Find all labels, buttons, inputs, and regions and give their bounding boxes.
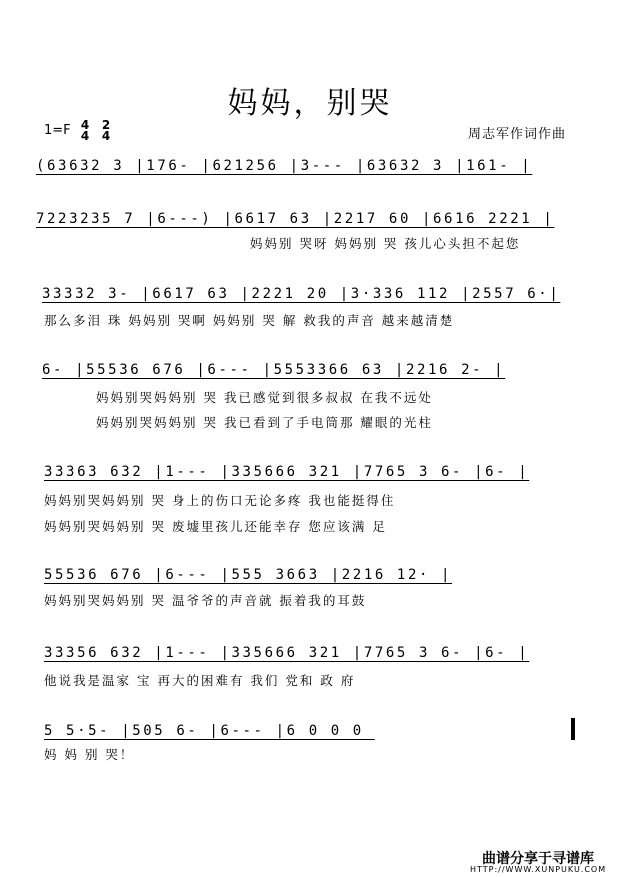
notation-row: 7223235 7 |6---) |6617 63 |2217 60 |6616 2221 | (36, 211, 555, 227)
composer-credit: 周志军作词作曲 (468, 127, 567, 142)
notation-row: 55536 676 |6--- |555 3663 |2216 12· | (44, 567, 453, 583)
notation-row: 5 5·5- |505 6- |6--- |6 0 0 0 (44, 723, 375, 739)
watermark-site-name: 曲谱分享于寻谱库 (482, 851, 594, 867)
watermark-url: HTTP://WWW.XUNPUKU.COM (470, 865, 607, 874)
lyrics-line: 妈妈别哭妈妈别 哭 废墟里孩儿还能幸存 您应该满 足 (44, 519, 387, 534)
lyrics-line: 妈妈别哭妈妈别 哭 温爷爷的声音就 振着我的耳鼓 (44, 593, 367, 608)
time-sig-denominator: 4 (101, 129, 111, 143)
lyrics-line: 妈妈别哭妈妈别 哭 身上的伤口无论多疼 我也能挺得住 (44, 493, 396, 508)
final-barline (571, 718, 575, 740)
time-signature-2-4 (101, 120, 111, 142)
time-sig-numerator: 4 (80, 118, 90, 132)
lyrics-line: 那么多泪 珠 妈妈别 哭啊 妈妈别 哭 解 救我的声音 越来越清楚 (44, 313, 455, 328)
song-title: 妈妈，别哭 (227, 86, 393, 121)
lyrics-line: 妈妈别哭妈妈别 哭 我已感觉到很多叔叔 在我不远处 (96, 390, 433, 405)
time-sig-denominator: 4 (80, 129, 90, 143)
time-signature-4-4 (80, 120, 90, 142)
notation-row: (63632 3 |176- |621256 |3--- |63632 3 |161- | (36, 158, 533, 174)
time-sig-numerator: 2 (101, 118, 111, 132)
lyrics-line: 妈妈别哭妈妈别 哭 我已看到了手电筒那 耀眼的光柱 (96, 415, 433, 430)
lyrics-line: 他说我是温家 宝 再大的困难有 我们 党和 政 府 (44, 673, 356, 688)
lyrics-line: 妈 妈 别 哭！ (44, 747, 135, 762)
notation-row: 33332 3- |6617 63 |2221 20 |3·336 112 |2557 6·| (42, 286, 561, 302)
notation-row: 33356 632 |1--- |335666 321 |7765 3 6- |6- | (44, 645, 530, 661)
lyrics-line: 妈妈别 哭呀 妈妈别 哭 孩儿心头担不起您 (250, 236, 521, 251)
key-signature: 1=F (44, 123, 71, 138)
notation-row: 6- |55536 676 |6--- |5553366 63 |2216 2- | (42, 362, 506, 378)
notation-row: 33363 632 |1--- |335666 321 |7765 3 6- |6- | (44, 464, 530, 480)
